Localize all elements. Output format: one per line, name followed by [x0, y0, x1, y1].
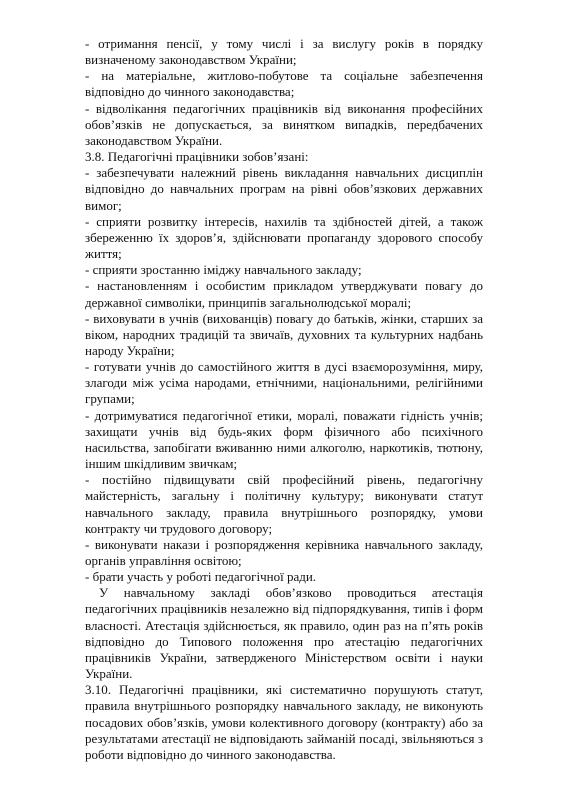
paragraph-development: - сприяти розвитку інтересів, нахилів та здібностей дітей, а також збереженню їх здоров’я, здійснювати пропаганду здорового способу життя; [85, 213, 483, 262]
paragraph-pedagogical-council: - брати участь у роботі педагогічної ради. [85, 569, 317, 585]
paragraph-social-security: - на матеріальне, житлово-побутове та соціальне забезпечення відповідно до чинного законодавства; [85, 68, 483, 100]
paragraph-independent-life: - готувати учнів до самостійного життя в дусі взаєморозуміння, миру, злагоди між усіма народами, етнічними, національними, релігійними групами; [85, 359, 483, 407]
paragraph-no-distraction: - відволікання педагогічних працівників від виконання професійних обов’язків не допускається, за винятком випадків, передбачених законодавством України. [85, 100, 483, 148]
paragraph-pension: - отримання пенсії, у тому числі і за вислугу років в порядку визначеному законодавством України; [85, 36, 483, 68]
paragraph-respect: - виховувати в учнів (вихованців) повагу до батьків, жінки, старших за віком, народних традицій та звичаїв, духовних та культурних надбань народу України; [85, 310, 483, 358]
paragraph-ethics: - дотримуватися педагогічної етики, моралі, поважати гідність учнів; захищати учнів від будь-яких форм фізичного або психічного насильства, запобігати вживанню ними алкоголю, наркотиків, тютюну, іншим шкідливим звичкам; [85, 407, 483, 472]
paragraph-professional-level: - постійно підвищувати свій професійний рівень, педагогічну майстерність, загальну і політичну культуру; виконувати статут навчального закладу, правила внутрішнього розпорядку, умови контракту чи трудового договору; [85, 472, 483, 536]
paragraph-teaching-level: - забезпечувати належний рівень викладання навчальних дисциплін відповідно до навчальних програм на рівні обов’язкових державних вимог; [85, 165, 483, 213]
section-paragraph-3-10: 3.10. Педагогічні працівники, які систематично порушують статут, правила внутрішнього розпорядку навчального закладу, не виконують посадових обов’язків, умови колективного договору (контракту) або за результатами атестації не відповідають займаній посаді, звільняються з роботи відповідно до чинного законодавства. [85, 682, 483, 762]
paragraph-state-symbols: - настановленням і особистим прикладом утверджувати повагу до державної символіки, принципів загальнолюдської моралі; [85, 278, 483, 310]
paragraph-school-image: - сприяти зростанню іміджу навчального закладу; [85, 262, 362, 278]
paragraph-orders: - виконувати накази і розпорядження керівника навчального закладу, органів управління освітою; [85, 536, 483, 568]
section-heading-3-8: 3.8. Педагогічні працівники зобов’язані: [85, 149, 309, 165]
paragraph-attestation: У навчальному закладі обов’язково проводиться атестація педагогічних працівників незалежно від підпорядкування, типів і форм власності. Атестація здійснюється, як правило, один раз на п’ять років відповідно до Типового положення про атестацію педагогічних працівників України, затвердженого Міністерством освіти і науки України. [85, 585, 483, 682]
document-page [85, 36, 483, 763]
